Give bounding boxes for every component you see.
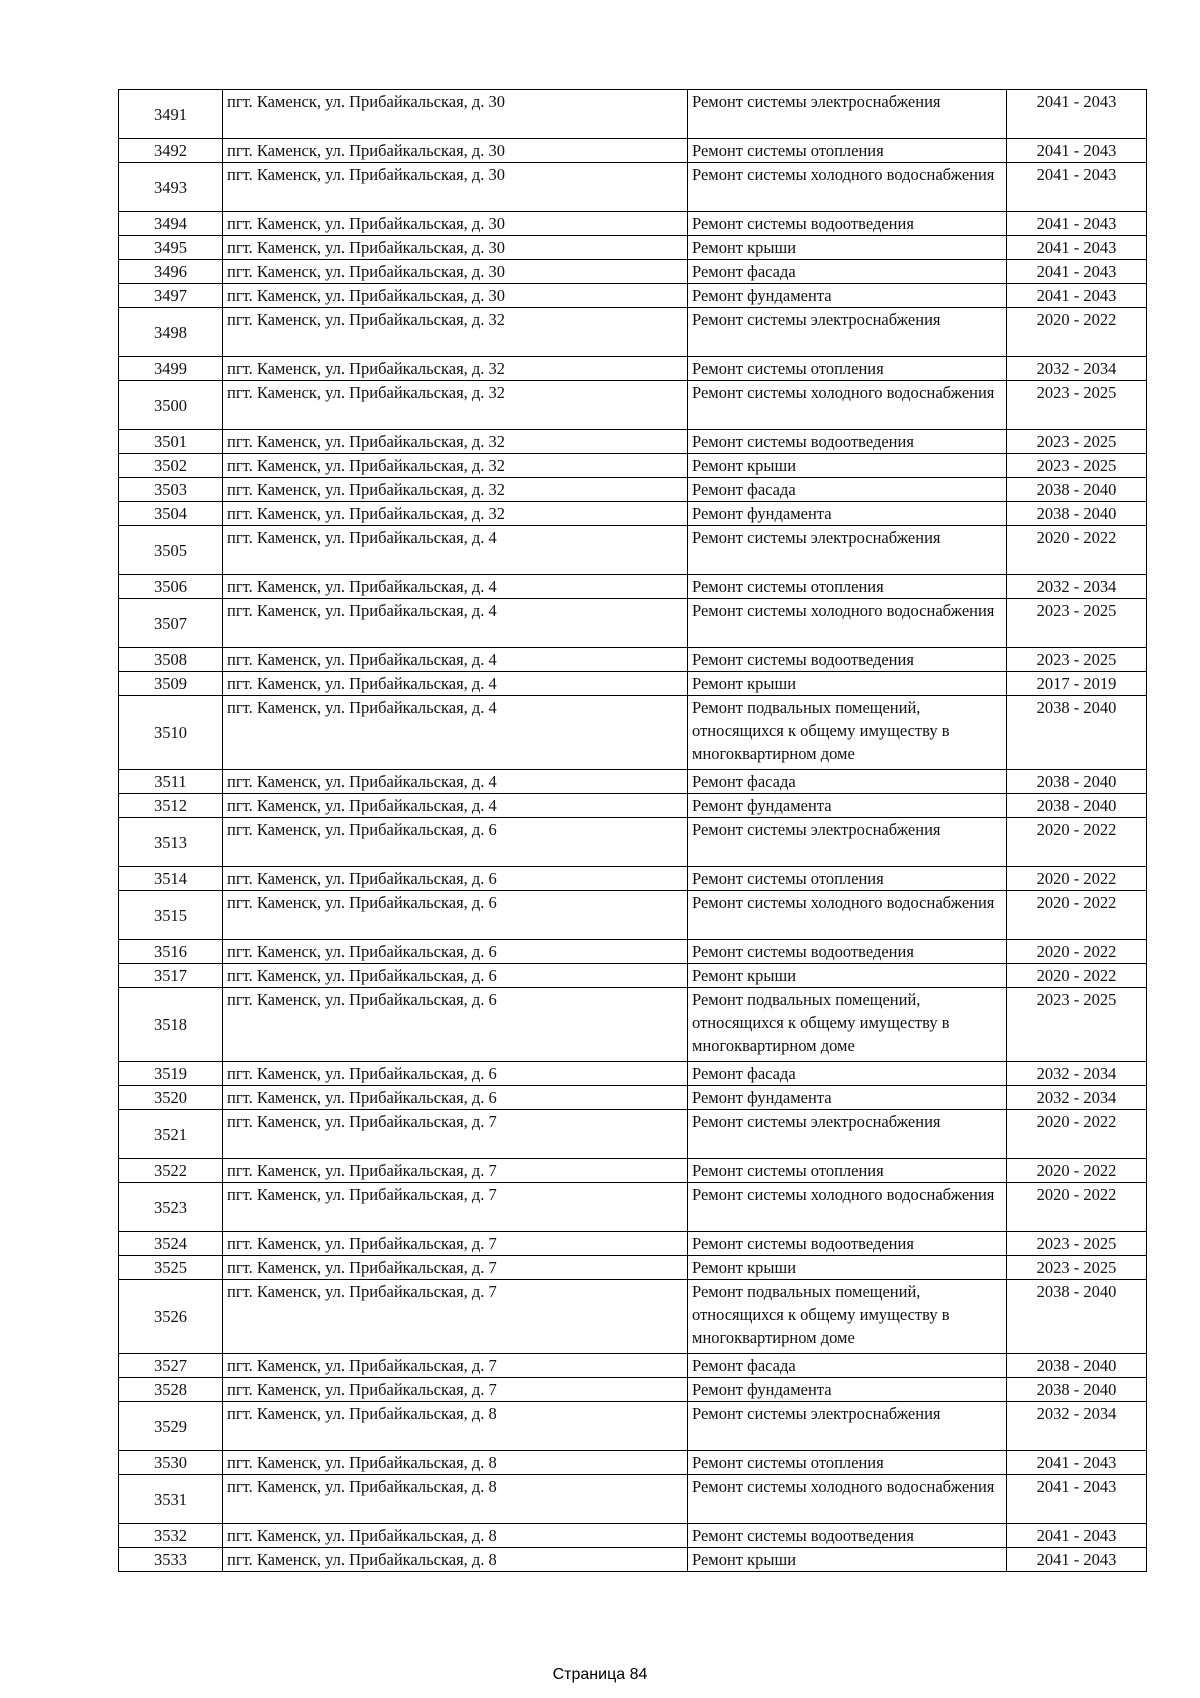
table-row — [119, 1159, 1147, 1183]
row-number: 3525 — [119, 1256, 223, 1280]
row-number: 3506 — [119, 575, 223, 599]
period-cell: 2041 - 2043 — [1007, 284, 1147, 308]
period-cell: 2020 - 2022 — [1007, 526, 1147, 575]
row-number: 3527 — [119, 1354, 223, 1378]
period-cell: 2020 - 2022 — [1007, 1110, 1147, 1159]
period-cell: 2023 - 2025 — [1007, 454, 1147, 478]
period-cell: 2020 - 2022 — [1007, 1159, 1147, 1183]
address-cell: пгт. Каменск, ул. Прибайкальская, д. 8 — [223, 1524, 688, 1548]
row-number: 3515 — [119, 891, 223, 940]
period-cell: 2041 - 2043 — [1007, 236, 1147, 260]
table-row — [119, 1183, 1147, 1232]
row-number: 3521 — [119, 1110, 223, 1159]
address-cell: пгт. Каменск, ул. Прибайкальская, д. 6 — [223, 867, 688, 891]
work-type-cell: Ремонт фасада — [688, 478, 1007, 502]
period-cell: 2023 - 2025 — [1007, 988, 1147, 1062]
address-cell: пгт. Каменск, ул. Прибайкальская, д. 8 — [223, 1402, 688, 1451]
table-row — [119, 1280, 1147, 1354]
table-body — [119, 90, 1147, 1572]
table-row — [119, 260, 1147, 284]
work-type-cell: Ремонт подвальных помещений, относящихся к общему имуществу в многоквартирном доме — [688, 696, 1007, 770]
period-cell: 2041 - 2043 — [1007, 1475, 1147, 1524]
work-type-cell: Ремонт системы электроснабжения — [688, 90, 1007, 139]
address-cell: пгт. Каменск, ул. Прибайкальская, д. 30 — [223, 90, 688, 139]
table-row — [119, 502, 1147, 526]
row-number: 3510 — [119, 696, 223, 770]
address-cell: пгт. Каменск, ул. Прибайкальская, д. 4 — [223, 770, 688, 794]
period-cell: 2032 - 2034 — [1007, 357, 1147, 381]
row-number: 3530 — [119, 1451, 223, 1475]
row-number: 3502 — [119, 454, 223, 478]
period-cell: 2020 - 2022 — [1007, 308, 1147, 357]
address-cell: пгт. Каменск, ул. Прибайкальская, д. 30 — [223, 260, 688, 284]
address-cell: пгт. Каменск, ул. Прибайкальская, д. 4 — [223, 696, 688, 770]
work-type-cell: Ремонт крыши — [688, 964, 1007, 988]
work-type-cell: Ремонт системы холодного водоснабжения — [688, 599, 1007, 648]
table-row — [119, 1378, 1147, 1402]
table-row — [119, 90, 1147, 139]
table-row — [119, 163, 1147, 212]
row-number: 3517 — [119, 964, 223, 988]
period-cell: 2041 - 2043 — [1007, 139, 1147, 163]
address-cell: пгт. Каменск, ул. Прибайкальская, д. 7 — [223, 1232, 688, 1256]
period-cell: 2023 - 2025 — [1007, 430, 1147, 454]
address-cell: пгт. Каменск, ул. Прибайкальская, д. 4 — [223, 526, 688, 575]
row-number: 3513 — [119, 818, 223, 867]
row-number: 3508 — [119, 648, 223, 672]
row-number: 3520 — [119, 1086, 223, 1110]
period-cell: 2032 - 2034 — [1007, 1086, 1147, 1110]
work-type-cell: Ремонт системы отопления — [688, 867, 1007, 891]
table-row — [119, 308, 1147, 357]
address-cell: пгт. Каменск, ул. Прибайкальская, д. 7 — [223, 1256, 688, 1280]
work-type-cell: Ремонт системы водоотведения — [688, 430, 1007, 454]
work-type-cell: Ремонт системы отопления — [688, 357, 1007, 381]
work-type-cell: Ремонт системы электроснабжения — [688, 818, 1007, 867]
period-cell: 2038 - 2040 — [1007, 1378, 1147, 1402]
table-row — [119, 526, 1147, 575]
work-type-cell: Ремонт фундамента — [688, 284, 1007, 308]
address-cell: пгт. Каменск, ул. Прибайкальская, д. 8 — [223, 1475, 688, 1524]
address-cell: пгт. Каменск, ул. Прибайкальская, д. 32 — [223, 357, 688, 381]
address-cell: пгт. Каменск, ул. Прибайкальская, д. 6 — [223, 988, 688, 1062]
work-type-cell: Ремонт фасада — [688, 1062, 1007, 1086]
address-cell: пгт. Каменск, ул. Прибайкальская, д. 6 — [223, 940, 688, 964]
table-row — [119, 430, 1147, 454]
row-number: 3499 — [119, 357, 223, 381]
table-row — [119, 1402, 1147, 1451]
period-cell: 2038 - 2040 — [1007, 794, 1147, 818]
table-row — [119, 1475, 1147, 1524]
work-type-cell: Ремонт крыши — [688, 1256, 1007, 1280]
row-number: 3528 — [119, 1378, 223, 1402]
period-cell: 2041 - 2043 — [1007, 1524, 1147, 1548]
row-number: 3507 — [119, 599, 223, 648]
period-cell: 2020 - 2022 — [1007, 818, 1147, 867]
work-type-cell: Ремонт системы электроснабжения — [688, 1110, 1007, 1159]
row-number: 3532 — [119, 1524, 223, 1548]
table-row — [119, 964, 1147, 988]
address-cell: пгт. Каменск, ул. Прибайкальская, д. 6 — [223, 818, 688, 867]
table-row — [119, 1256, 1147, 1280]
row-number: 3514 — [119, 867, 223, 891]
period-cell: 2020 - 2022 — [1007, 867, 1147, 891]
address-cell: пгт. Каменск, ул. Прибайкальская, д. 32 — [223, 381, 688, 430]
period-cell: 2020 - 2022 — [1007, 891, 1147, 940]
period-cell: 2020 - 2022 — [1007, 940, 1147, 964]
row-number: 3498 — [119, 308, 223, 357]
row-number: 3500 — [119, 381, 223, 430]
address-cell: пгт. Каменск, ул. Прибайкальская, д. 4 — [223, 599, 688, 648]
address-cell: пгт. Каменск, ул. Прибайкальская, д. 4 — [223, 575, 688, 599]
table-row — [119, 575, 1147, 599]
row-number: 3523 — [119, 1183, 223, 1232]
work-type-cell: Ремонт системы электроснабжения — [688, 1402, 1007, 1451]
row-number: 3516 — [119, 940, 223, 964]
work-type-cell: Ремонт крыши — [688, 672, 1007, 696]
period-cell: 2038 - 2040 — [1007, 770, 1147, 794]
address-cell: пгт. Каменск, ул. Прибайкальская, д. 7 — [223, 1110, 688, 1159]
work-type-cell: Ремонт крыши — [688, 1548, 1007, 1572]
period-cell: 2038 - 2040 — [1007, 696, 1147, 770]
work-type-cell: Ремонт системы холодного водоснабжения — [688, 163, 1007, 212]
table-row — [119, 818, 1147, 867]
period-cell: 2032 - 2034 — [1007, 1402, 1147, 1451]
row-number: 3493 — [119, 163, 223, 212]
table-row — [119, 1062, 1147, 1086]
address-cell: пгт. Каменск, ул. Прибайкальская, д. 8 — [223, 1451, 688, 1475]
period-cell: 2020 - 2022 — [1007, 964, 1147, 988]
address-cell: пгт. Каменск, ул. Прибайкальская, д. 4 — [223, 672, 688, 696]
period-cell: 2038 - 2040 — [1007, 478, 1147, 502]
row-number: 3531 — [119, 1475, 223, 1524]
period-cell: 2041 - 2043 — [1007, 212, 1147, 236]
table-row — [119, 1354, 1147, 1378]
period-cell: 2041 - 2043 — [1007, 163, 1147, 212]
address-cell: пгт. Каменск, ул. Прибайкальская, д. 30 — [223, 212, 688, 236]
row-number: 3491 — [119, 90, 223, 139]
period-cell: 2041 - 2043 — [1007, 1451, 1147, 1475]
work-type-cell: Ремонт системы водоотведения — [688, 1232, 1007, 1256]
table-row — [119, 770, 1147, 794]
period-cell: 2032 - 2034 — [1007, 1062, 1147, 1086]
period-cell: 2032 - 2034 — [1007, 575, 1147, 599]
address-cell: пгт. Каменск, ул. Прибайкальская, д. 7 — [223, 1159, 688, 1183]
address-cell: пгт. Каменск, ул. Прибайкальская, д. 6 — [223, 1062, 688, 1086]
address-cell: пгт. Каменск, ул. Прибайкальская, д. 30 — [223, 284, 688, 308]
period-cell: 2020 - 2022 — [1007, 1183, 1147, 1232]
row-number: 3511 — [119, 770, 223, 794]
work-type-cell: Ремонт подвальных помещений, относящихся к общему имуществу в многоквартирном доме — [688, 988, 1007, 1062]
address-cell: пгт. Каменск, ул. Прибайкальская, д. 4 — [223, 648, 688, 672]
period-cell: 2023 - 2025 — [1007, 648, 1147, 672]
address-cell: пгт. Каменск, ул. Прибайкальская, д. 32 — [223, 430, 688, 454]
table-row — [119, 284, 1147, 308]
work-type-cell: Ремонт фундамента — [688, 794, 1007, 818]
work-type-cell: Ремонт системы электроснабжения — [688, 308, 1007, 357]
table-row — [119, 794, 1147, 818]
table-row — [119, 1232, 1147, 1256]
period-cell: 2041 - 2043 — [1007, 1548, 1147, 1572]
work-type-cell: Ремонт системы холодного водоснабжения — [688, 381, 1007, 430]
row-number: 3503 — [119, 478, 223, 502]
table-row — [119, 672, 1147, 696]
work-type-cell: Ремонт системы электроснабжения — [688, 526, 1007, 575]
work-type-cell: Ремонт фасада — [688, 770, 1007, 794]
address-cell: пгт. Каменск, ул. Прибайкальская, д. 6 — [223, 891, 688, 940]
work-type-cell: Ремонт системы отопления — [688, 139, 1007, 163]
repair-schedule-table — [118, 89, 1147, 1572]
table-row — [119, 454, 1147, 478]
work-type-cell: Ремонт подвальных помещений, относящихся к общему имуществу в многоквартирном доме — [688, 1280, 1007, 1354]
row-number: 3526 — [119, 1280, 223, 1354]
table-row — [119, 357, 1147, 381]
work-type-cell: Ремонт системы отопления — [688, 575, 1007, 599]
table-row — [119, 599, 1147, 648]
table-row — [119, 867, 1147, 891]
address-cell: пгт. Каменск, ул. Прибайкальская, д. 6 — [223, 964, 688, 988]
work-type-cell: Ремонт системы холодного водоснабжения — [688, 1475, 1007, 1524]
row-number: 3522 — [119, 1159, 223, 1183]
period-cell: 2023 - 2025 — [1007, 381, 1147, 430]
work-type-cell: Ремонт системы водоотведения — [688, 212, 1007, 236]
row-number: 3494 — [119, 212, 223, 236]
address-cell: пгт. Каменск, ул. Прибайкальская, д. 32 — [223, 454, 688, 478]
address-cell: пгт. Каменск, ул. Прибайкальская, д. 7 — [223, 1183, 688, 1232]
address-cell: пгт. Каменск, ул. Прибайкальская, д. 30 — [223, 236, 688, 260]
work-type-cell: Ремонт системы водоотведения — [688, 940, 1007, 964]
work-type-cell: Ремонт фундамента — [688, 1378, 1007, 1402]
table-row — [119, 1548, 1147, 1572]
period-cell: 2038 - 2040 — [1007, 502, 1147, 526]
row-number: 3518 — [119, 988, 223, 1062]
row-number: 3504 — [119, 502, 223, 526]
table-row — [119, 1086, 1147, 1110]
address-cell: пгт. Каменск, ул. Прибайкальская, д. 30 — [223, 163, 688, 212]
row-number: 3497 — [119, 284, 223, 308]
table-row — [119, 988, 1147, 1062]
period-cell: 2023 - 2025 — [1007, 599, 1147, 648]
address-cell: пгт. Каменск, ул. Прибайкальская, д. 4 — [223, 794, 688, 818]
row-number: 3529 — [119, 1402, 223, 1451]
address-cell: пгт. Каменск, ул. Прибайкальская, д. 32 — [223, 308, 688, 357]
work-type-cell: Ремонт фундамента — [688, 502, 1007, 526]
work-type-cell: Ремонт фасада — [688, 260, 1007, 284]
period-cell: 2023 - 2025 — [1007, 1232, 1147, 1256]
period-cell: 2038 - 2040 — [1007, 1354, 1147, 1378]
period-cell: 2038 - 2040 — [1007, 1280, 1147, 1354]
table-row — [119, 891, 1147, 940]
table-row — [119, 478, 1147, 502]
table-row — [119, 1524, 1147, 1548]
work-type-cell: Ремонт фундамента — [688, 1086, 1007, 1110]
work-type-cell: Ремонт системы отопления — [688, 1451, 1007, 1475]
address-cell: пгт. Каменск, ул. Прибайкальская, д. 7 — [223, 1280, 688, 1354]
table-row — [119, 940, 1147, 964]
table-row — [119, 236, 1147, 260]
work-type-cell: Ремонт крыши — [688, 454, 1007, 478]
work-type-cell: Ремонт системы холодного водоснабжения — [688, 1183, 1007, 1232]
work-type-cell: Ремонт крыши — [688, 236, 1007, 260]
table-row — [119, 1451, 1147, 1475]
work-type-cell: Ремонт фасада — [688, 1354, 1007, 1378]
address-cell: пгт. Каменск, ул. Прибайкальская, д. 6 — [223, 1086, 688, 1110]
address-cell: пгт. Каменск, ул. Прибайкальская, д. 30 — [223, 139, 688, 163]
row-number: 3524 — [119, 1232, 223, 1256]
table-row — [119, 648, 1147, 672]
work-type-cell: Ремонт системы водоотведения — [688, 648, 1007, 672]
address-cell: пгт. Каменск, ул. Прибайкальская, д. 8 — [223, 1548, 688, 1572]
table-row — [119, 381, 1147, 430]
table-row — [119, 139, 1147, 163]
row-number: 3519 — [119, 1062, 223, 1086]
row-number: 3505 — [119, 526, 223, 575]
address-cell: пгт. Каменск, ул. Прибайкальская, д. 32 — [223, 502, 688, 526]
page-number: Страница 84 — [552, 1666, 648, 1683]
period-cell: 2041 - 2043 — [1007, 90, 1147, 139]
work-type-cell: Ремонт системы холодного водоснабжения — [688, 891, 1007, 940]
table-row — [119, 696, 1147, 770]
address-cell: пгт. Каменск, ул. Прибайкальская, д. 32 — [223, 478, 688, 502]
row-number: 3501 — [119, 430, 223, 454]
table-row — [119, 1110, 1147, 1159]
row-number: 3533 — [119, 1548, 223, 1572]
table-row — [119, 212, 1147, 236]
row-number: 3495 — [119, 236, 223, 260]
period-cell: 2023 - 2025 — [1007, 1256, 1147, 1280]
work-type-cell: Ремонт системы отопления — [688, 1159, 1007, 1183]
row-number: 3509 — [119, 672, 223, 696]
row-number: 3512 — [119, 794, 223, 818]
period-cell: 2041 - 2043 — [1007, 260, 1147, 284]
work-type-cell: Ремонт системы водоотведения — [688, 1524, 1007, 1548]
address-cell: пгт. Каменск, ул. Прибайкальская, д. 7 — [223, 1354, 688, 1378]
row-number: 3492 — [119, 139, 223, 163]
row-number: 3496 — [119, 260, 223, 284]
address-cell: пгт. Каменск, ул. Прибайкальская, д. 7 — [223, 1378, 688, 1402]
period-cell: 2017 - 2019 — [1007, 672, 1147, 696]
